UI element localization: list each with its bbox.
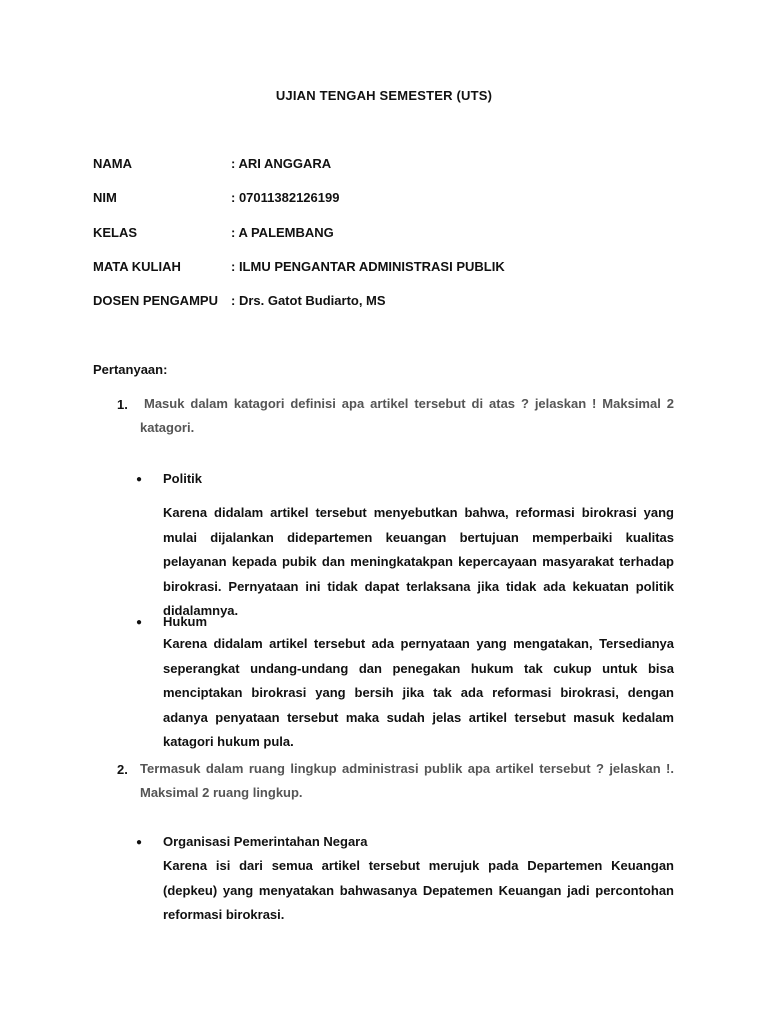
identity-label: NIM [93, 190, 117, 205]
identity-label: DOSEN PENGAMPU [93, 293, 218, 308]
identity-value: : ILMU PENGANTAR ADMINISTRASI PUBLIK [231, 259, 505, 274]
identity-value: : A PALEMBANG [231, 225, 334, 240]
question-number: 2. [117, 762, 128, 777]
question-number: 1. [117, 397, 128, 412]
answer-body: Karena isi dari semua artikel tersebut merujuk pada Departemen Keuangan (depkeu) yang menyatakan bahwasanya Depatemen Keuangan jadi percontohan reformasi birokrasi. [163, 858, 674, 922]
identity-value: : 07011382126199 [231, 190, 340, 205]
bullet-icon: ● [136, 474, 143, 485]
identity-row-nama [93, 156, 331, 171]
document-title: UJIAN TENGAH SEMESTER (UTS) [275, 88, 493, 103]
question-text: Masuk dalam katagori definisi apa artikel tersebut di atas ? jelaskan ! Maksimal 2 katagori. [140, 396, 674, 435]
identity-row-kelas [93, 225, 334, 240]
answer-title: Hukum [163, 614, 208, 629]
bullet-icon: ● [136, 617, 143, 628]
identity-value: : ARI ANGGARA [231, 156, 332, 171]
identity-label: MATA KULIAH [93, 259, 181, 274]
identity-row-nim [93, 190, 339, 205]
identity-label: NAMA [93, 156, 132, 171]
answer-body: Karena didalam artikel tersebut menyebutkan bahwa, reformasi birokrasi yang mulai dijalankan didepartemen keuangan bertujuan memperbaiki kualitas pelayanan kepada pubik dan meningkatakpan kepercayaan masyarakat terhadap birokrasi. Pernyataan ini tidak dapat terlaksana jika tidak ada kekuatan politik didalamnya. [163, 505, 674, 618]
answer-body: Karena didalam artikel tersebut ada pernyataan yang mengatakan, Tersedianya seperangkat undang-undang dan penegakan hukum tak cukup untuk bisa menciptakan birokrasi yang bersih jika tak ada reformasi birokrasi, dengan adanya penyataan tersebut maka sudah jelas artikel tersebut masuk kedalam katagori hukum pula. [163, 636, 674, 749]
identity-row-dosen [93, 293, 386, 308]
identity-label: KELAS [93, 225, 138, 240]
answer-title: Politik [163, 471, 203, 486]
bullet-icon: ● [136, 837, 143, 848]
question-text: Termasuk dalam ruang lingkup administrasi publik apa artikel tersebut ? jelaskan !. Maksimal 2 ruang lingkup. [140, 761, 674, 800]
identity-row-mata-kuliah [93, 259, 505, 274]
questions-heading: Pertanyaan: [93, 362, 168, 377]
identity-value: : Drs. Gatot Budiarto, MS [231, 293, 386, 308]
answer-title: Organisasi Pemerintahan Negara [163, 834, 368, 849]
